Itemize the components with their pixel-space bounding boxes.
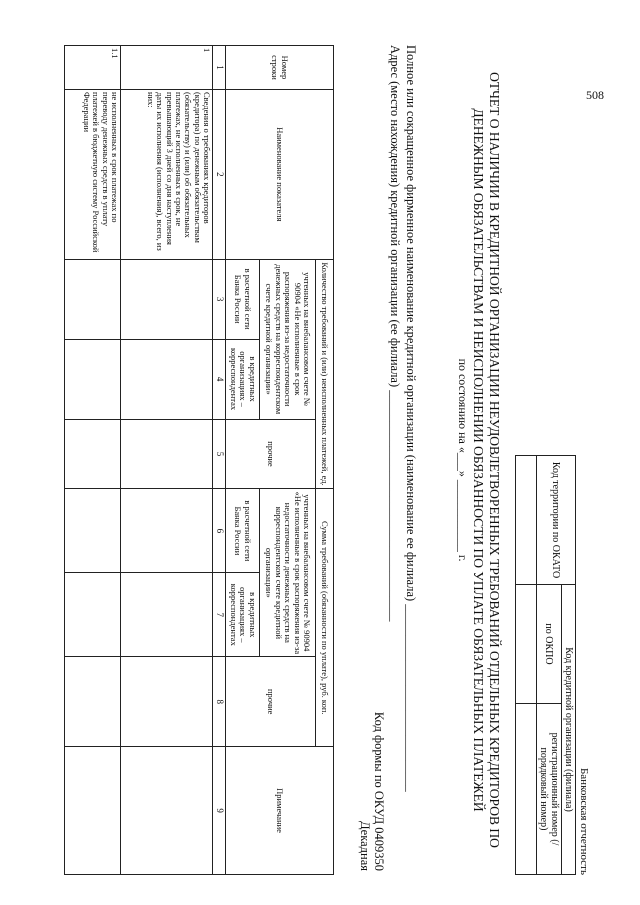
okato-label: Код территории по ОКАТО xyxy=(537,456,576,585)
count-cbr-header: в расчетной сети Банка России xyxy=(226,259,260,339)
data-cell xyxy=(121,657,213,747)
col-number-9: 9 xyxy=(213,747,226,875)
rotated-form-page xyxy=(55,45,590,875)
row-indicator-name: Сведения о требованиях кредиторов (кредитора) по денежным обязательствам (обязательству) и (или) об обязательных платежах, не исполненных в срок, не превышающий 3 дней со дня наступления даты их исполнения (исполнения), всего, из них: xyxy=(121,89,213,259)
col-indicator-header: Наименование показателя xyxy=(226,89,334,259)
okpo-label: по ОКПО xyxy=(537,585,562,704)
sum-cbr-header: в расчетной сети Банка России xyxy=(226,489,260,573)
title-line-1: ОТЧЕТ О НАЛИЧИИ В КРЕДИТНОЙ ОРГАНИЗАЦИИ НЕУДОВЛЕТВОРЕННЫХ ТРЕБОВАНИЙ ОТДЕЛЬНЫХ КРЕДИТОРОВ ПО xyxy=(487,72,502,848)
data-cell xyxy=(121,259,213,339)
data-cell xyxy=(121,747,213,875)
form-code-label: Код формы по ОКУД 0409350 xyxy=(372,711,386,871)
org-name-line: Полное или сокращенное фирменное наименование кредитной организации (наименование ее филиала) ______________________________ xyxy=(404,45,418,792)
data-cell xyxy=(65,339,121,419)
okpo-value-cell xyxy=(516,585,537,704)
col-row-number-header: Номер строки xyxy=(226,46,334,90)
data-cell xyxy=(65,489,121,573)
data-cell xyxy=(121,573,213,657)
sum-other-header: прочие xyxy=(226,657,316,747)
reg-number-label: регистрационный номер (/порядковый номер) xyxy=(537,704,562,875)
col-number-2: 2 xyxy=(213,89,226,259)
row-number: 1 xyxy=(121,46,213,90)
bank-reporting-label: Банковская отчетность xyxy=(578,767,590,875)
col-number-1: 1 xyxy=(213,46,226,90)
data-cell xyxy=(121,339,213,419)
count-90904-header: учтенных на внебалансовом счете № 90904 «Не исполненные в срок распоряжения из-за недостаточности денежных средств на корреспондентском счете кредитной организации» xyxy=(260,259,316,419)
data-cell xyxy=(65,747,121,875)
as-of-date: по состоянию на «___» ____________ г. xyxy=(455,358,470,562)
okato-value-cell xyxy=(516,456,537,585)
sum-corr-header: в кредитных организациях – корреспондентах xyxy=(226,573,260,657)
table-row xyxy=(65,46,121,875)
header-block xyxy=(515,455,590,875)
col-number-8: 8 xyxy=(213,657,226,747)
col-number-7: 7 xyxy=(213,573,226,657)
report-table xyxy=(64,45,334,875)
col-number-4: 4 xyxy=(213,339,226,419)
form-period: Декадная xyxy=(358,820,373,871)
data-cell xyxy=(65,657,121,747)
col-number-6: 6 xyxy=(213,489,226,573)
group-sum-header: Сумма требований (обязанности по уплате), руб. коп. xyxy=(316,489,334,747)
page-number: 508 xyxy=(586,88,604,102)
row-number: 1.1 xyxy=(65,46,121,90)
col-number-3: 3 xyxy=(213,259,226,339)
count-other-header: прочие xyxy=(226,419,316,489)
sum-90904-header: учтенных на внебалансовом счете № 90904 «Не исполненные в срок распоряжения из-за недостаточности денежных средств на корреспондентском счете кредитной организации» xyxy=(260,489,316,657)
title-line-2: ДЕНЕЖНЫМ ОБЯЗАТЕЛЬСТВАМ И НЕИСПОЛНЕНИИ ОБЯЗАННОСТИ ПО УПЛАТЕ ОБЯЗАТЕЛЬНЫХ ПЛАТЕЖЕЙ xyxy=(471,108,487,812)
data-cell xyxy=(121,489,213,573)
table-row xyxy=(121,46,213,875)
form-code-block xyxy=(358,712,386,871)
group-count-header: Количество требований и (или) неисполненных платежей, ед. xyxy=(316,259,334,489)
data-cell xyxy=(65,259,121,339)
data-cell xyxy=(65,419,121,489)
credit-org-code-label: Код кредитной организации (филиала) xyxy=(562,585,576,875)
col-note-header: Примечание xyxy=(226,747,334,875)
data-cell xyxy=(65,573,121,657)
col-number-5: 5 xyxy=(213,419,226,489)
registration-table xyxy=(515,455,576,875)
reg-number-value-cell xyxy=(516,704,537,875)
report-title xyxy=(455,45,502,875)
address-line: Адрес (место нахождения) кредитной организации (ее филиала) _____________________________________ xyxy=(388,45,402,622)
row-indicator-name: не исполненных в срок платежах по переводу денежных средств в уплату платежей в бюджетную систему Российской Федерации xyxy=(65,89,121,259)
data-cell xyxy=(121,419,213,489)
count-corr-header: в кредитных организациях – корреспондентах xyxy=(226,339,260,419)
